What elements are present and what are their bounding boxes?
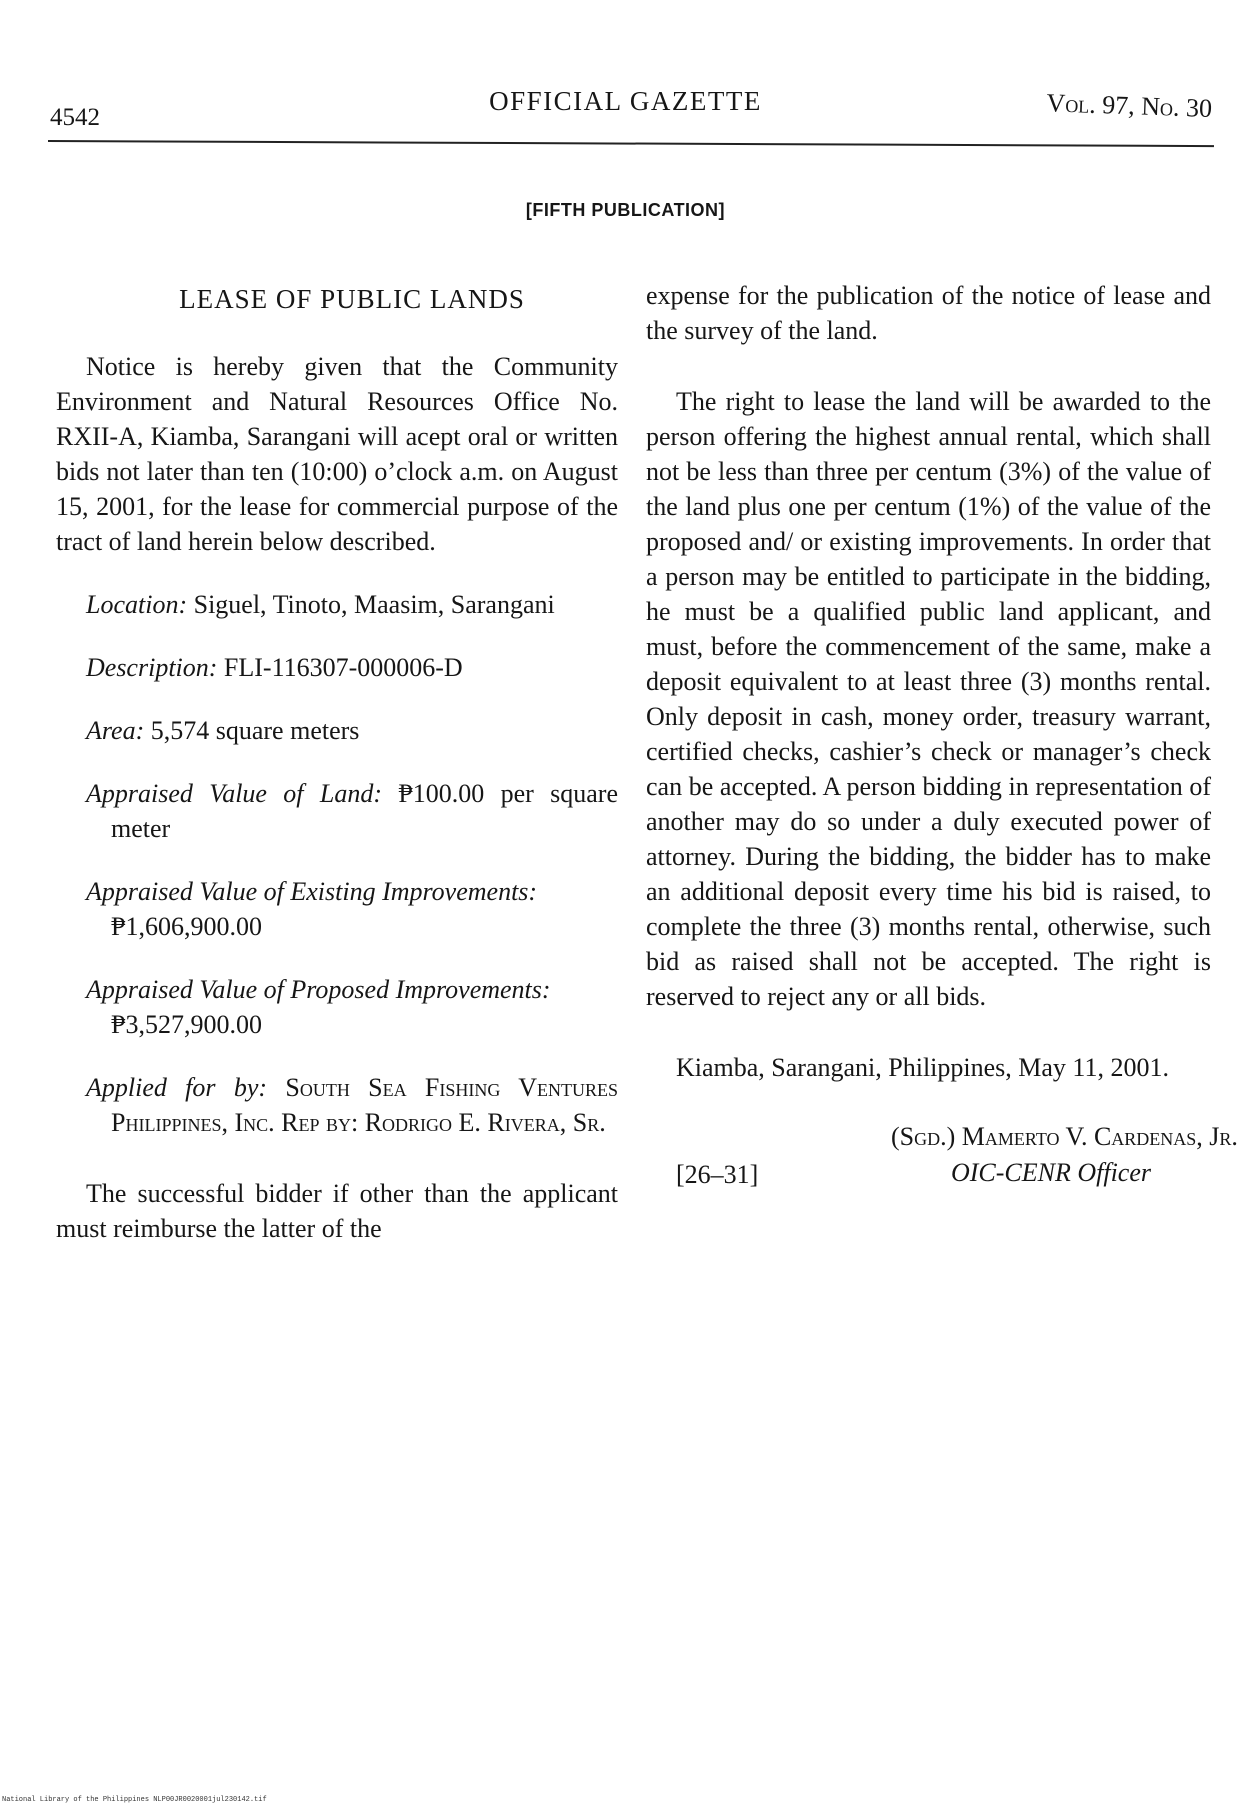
detail-label: Applied for by: [86,1073,268,1102]
detail-description [86,650,618,685]
detail-value: ₱3,527,900.00 [111,1010,262,1039]
detail-label: Appraised Value of Proposed Improvements: [86,975,551,1004]
detail-label: Location: [86,590,188,619]
right-column [646,278,1238,1199]
detail-value: ₱100.00 per square meter [111,779,619,843]
detail-land-value [86,776,618,846]
detail-value: Siguel, Tinoto, Maasim, Sarangani [193,590,555,619]
left-column [56,282,618,1246]
detail-existing-improvements [86,874,618,944]
notice-intro: Notice is hereby given that the Community Environment and Natural Resources Office No. RXII-A, Kiamba, Sarangani will acept oral or written bids not later than ten (10:00) o’clock a.m. on August 15, 2001, for the lease for commercial purpose of the tract of land herein below described. [56,352,618,556]
header-rule [48,140,1214,147]
award-paragraph: The right to lease the land will be awarded to the person offering the highest annual rental, which shall not be less than three per centum (3%) of the value of the land plus one per centum (1%) of the value of the proposed and/ or existing improvements. In order that a person may be entitled to participate in the bidding, he must be a qualified public land applicant, and must, before the commencement of the same, make a deposit equivalent to at least three (3) months rental. Only deposit in cash, money order, treasury warrant, certified checks, cashier’s check or manager’s check can be accepted. A person bidding in representation of another may do so under a duly executed power of attorney. During the bidding, the bidder has to make an additional deposit every time his bid is raised, to complete the three (3) months rental, otherwise, such bid as raised shall not be accepted. The right is reserved to reject any or all bids. [646,387,1211,1011]
publication-dates: [26–31] [676,1160,759,1189]
detail-value: 5,574 square meters [150,716,360,745]
signer-name: (Sgd.) Mamerto V. Cardenas, Jr. [891,1122,1238,1151]
volume-number: Vol. 97, No. 30 [1046,88,1213,123]
detail-proposed-improvements [86,972,618,1042]
place-date: Kiamba, Sarangani, Philippines, May 11, 2001. [676,1053,1169,1082]
detail-label: Appraised Value of Existing Improvements: [86,877,538,906]
detail-label: Appraised Value of Land: [86,779,382,808]
masthead-title: OFFICIAL GAZETTE [489,86,762,116]
publication-tag: [FIFTH PUBLICATION] [525,200,726,220]
reimburse-paragraph-end: expense for the publication of the notice of lease and the survey of the land. [646,281,1211,345]
detail-value: FLI-116307-000006-D [223,653,463,682]
detail-area [86,713,618,748]
reimburse-paragraph-start: The successful bidder if other than the applicant must reimburse the latter of the [56,1179,618,1243]
detail-value: South Sea Fishing Ventures Philippines, Inc. Rep by: Rodrigo E. Rivera, Sr. [111,1073,618,1137]
detail-label: Description: [86,653,218,682]
detail-applicant [86,1070,618,1140]
signature-block [646,1119,1238,1199]
page-number: 4542 [50,104,100,131]
detail-location [86,587,618,622]
scan-source-note: National Library of the Philippines NLP00JR0020001jul230142.tif [2,1796,267,1804]
detail-label: Area: [86,716,145,745]
notice-title: LEASE OF PUBLIC LANDS [179,284,525,314]
signer-title: OIC-CENR Officer [950,1158,1151,1187]
detail-value: ₱1,606,900.00 [111,912,262,941]
page-header [0,0,1251,150]
